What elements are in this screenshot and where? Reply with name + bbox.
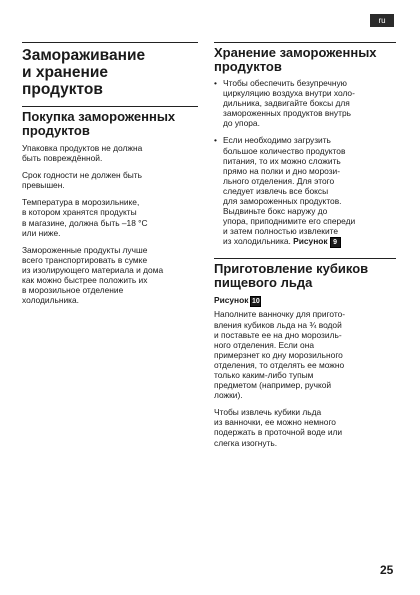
- paragraph: Упаковка продуктов не должна быть повреждённой.: [22, 143, 143, 164]
- paragraph: Чтобы извлечь кубики льда из ванночки, ее можно немного подержать в проточной воде или слегка изогнуть.: [214, 407, 343, 448]
- right-column: [214, 42, 396, 455]
- figure-number-badge: 10: [252, 298, 260, 306]
- paragraph: Наполните ванночку для пригото- вления кубиков льда на ¾ водой и поставьте ее на дно морозиль- ного отделения. Если она примерзнет ко дну морозильного отделения, то отделять ее можно только каким-либо тупым предметом (например, ручкой ложки).: [214, 309, 346, 401]
- section-title-ice-cubes: Приготовление кубиков пищевого льда: [214, 261, 369, 290]
- left-column: [22, 42, 198, 312]
- bullet-icon: •: [214, 78, 217, 88]
- list-item: [214, 135, 396, 248]
- paragraph: Срок годности не должен быть превышен.: [22, 170, 142, 191]
- bullet-icon: •: [214, 135, 217, 146]
- section-title-storage: Хранение замороженных продуктов: [214, 45, 377, 74]
- language-badge: ru: [370, 14, 394, 27]
- section-divider: [214, 258, 396, 259]
- section-divider: [214, 42, 396, 43]
- main-title: Замораживание и хранение продуктов: [22, 47, 146, 98]
- figure-label: Рисунок: [214, 295, 249, 306]
- storage-bullet-list: [214, 78, 396, 248]
- figure-number-badge: 9: [330, 237, 341, 248]
- section-title-buying: Покупка замороженных продуктов: [22, 109, 176, 138]
- page-number: 25: [380, 563, 394, 577]
- section-divider: [22, 106, 198, 107]
- paragraph: Замороженные продукты лучше всего транспортировать в сумке из изолирующего материала и дома как можно быстрее положить их в морозильное отделение холодильника.: [22, 244, 164, 306]
- paragraph: Температура в морозильнике, в котором хранятся продукты в магазине, должна быть –18 °С или ниже.: [22, 197, 148, 238]
- list-item-text: Чтобы обеспечить безупречную циркуляцию воздуха внутри холо- дильника, задвигайте боксы для замороженных продуктов внутрь до упора.: [223, 78, 355, 129]
- list-item: [214, 78, 396, 128]
- figure-label: Рисунок: [293, 236, 328, 247]
- list-item-text: Если необходимо загрузить большое количество продуктов питания, то их можно сложить прямо на полки и дно морози- льного отделения. Для этого следует извлечь все боксы для замороженных продуктов. Выдвиньте бокс наружу до упора, приподнимите его спереди и затем полностью извлеките из холодильника.: [223, 135, 356, 247]
- figure-reference: [293, 236, 340, 246]
- figure-reference: [214, 295, 396, 307]
